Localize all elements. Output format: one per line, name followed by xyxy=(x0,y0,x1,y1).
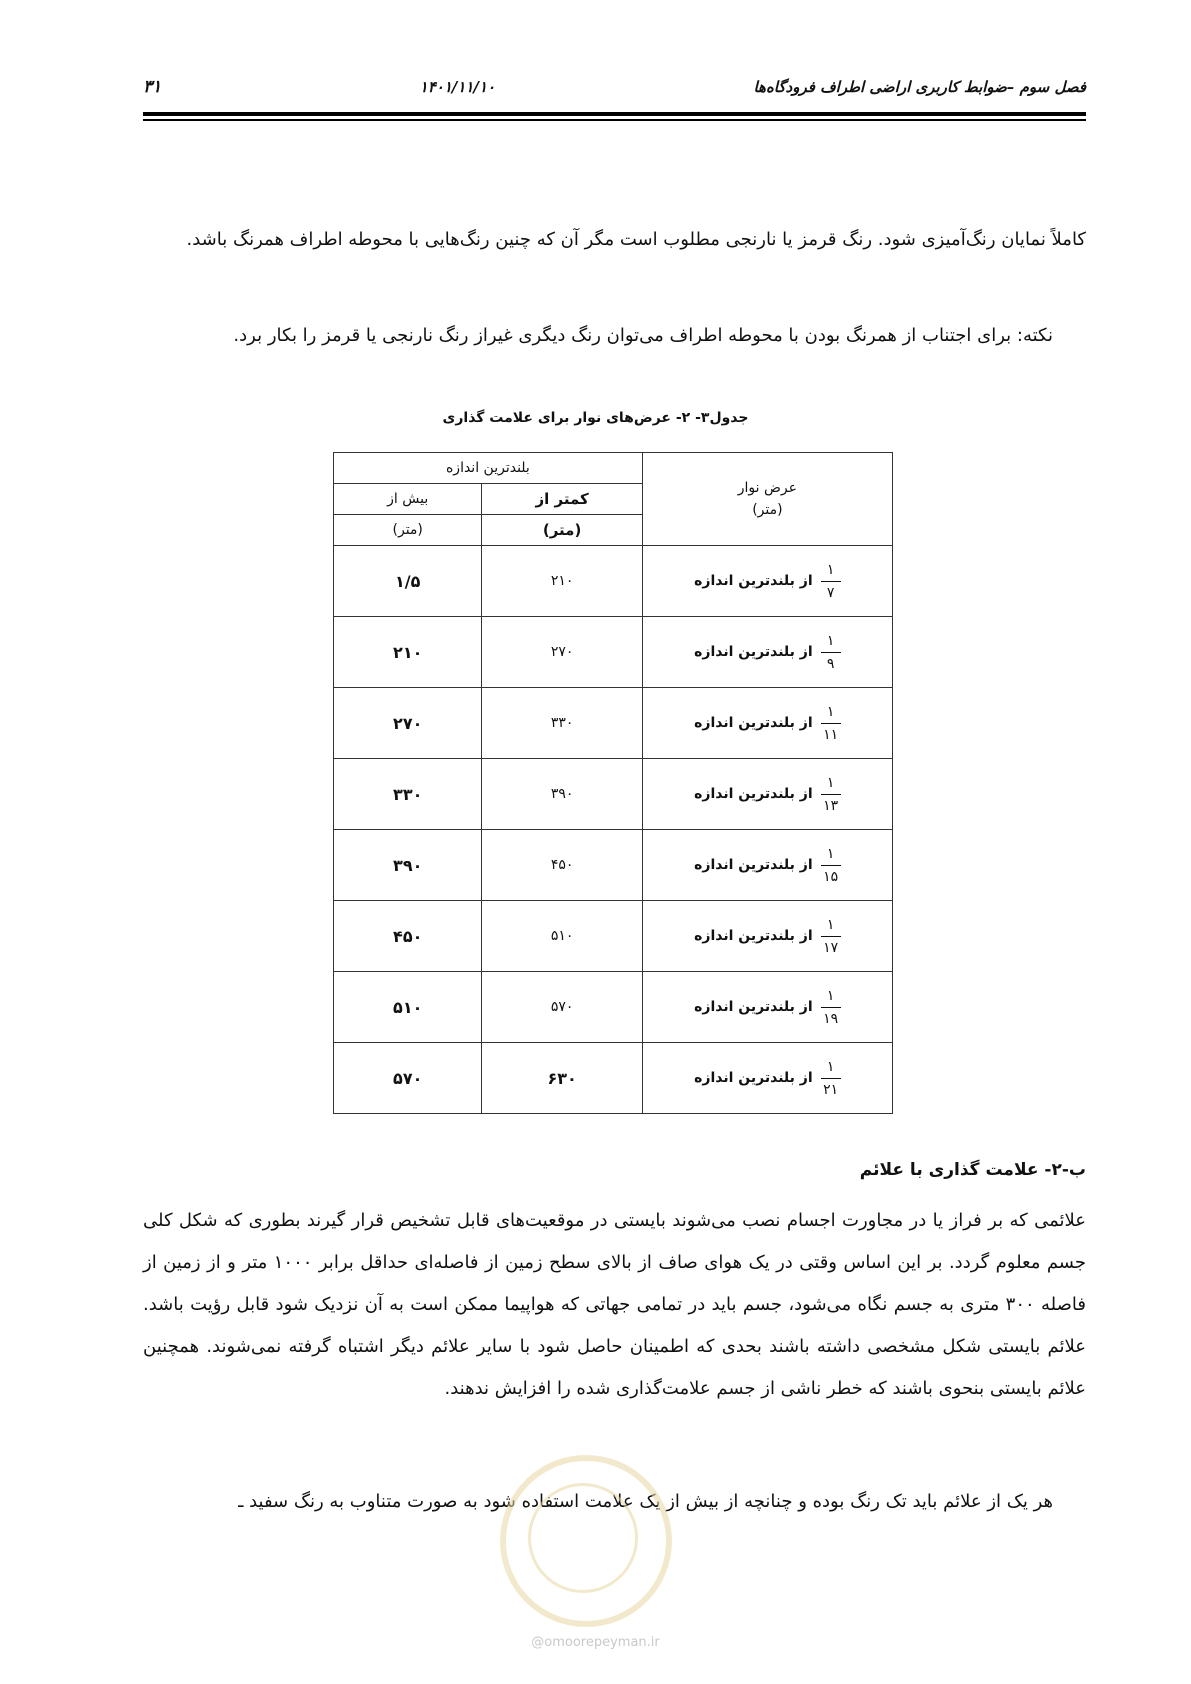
header-band-width xyxy=(642,453,892,546)
table-row xyxy=(334,1043,893,1114)
fraction-denominator: ۲۱ xyxy=(823,1081,839,1098)
band-width-text: از بلندترین اندازه xyxy=(694,928,813,944)
fraction xyxy=(821,1058,841,1099)
fraction-bar xyxy=(821,865,841,866)
header-unit-more: (متر) xyxy=(334,515,482,546)
cell-less-than: ۳۳۰ xyxy=(482,688,642,759)
intro-note: نکته: برای اجتناب از همرنگ بودن با محوطه اطراف می‌توان رنگ دیگری غیراز رنگ نارنجی یا قرمز را بکار برد. xyxy=(233,325,1053,346)
fraction-numerator: ۱ xyxy=(826,703,835,720)
cell-more-than: ۲۷۰ xyxy=(334,688,482,759)
fraction-numerator: ۱ xyxy=(826,774,835,791)
cell-more-than: ۵۱۰ xyxy=(334,972,482,1043)
fraction-denominator: ۱۷ xyxy=(823,939,839,956)
fraction-bar xyxy=(821,723,841,724)
fraction-bar xyxy=(821,581,841,582)
chapter-title: فصل سوم –ضوابط کاربری اراضی اطراف فرودگاه‌ها xyxy=(753,78,1086,96)
header-less-than: کمتر از xyxy=(482,484,642,515)
header-rule-thick xyxy=(143,112,1086,116)
fraction xyxy=(821,774,841,815)
header-unit-less: (متر) xyxy=(482,515,642,546)
table-row xyxy=(334,617,893,688)
fraction xyxy=(821,916,841,957)
cell-less-than: ۶۳۰ xyxy=(482,1043,642,1114)
band-width-text: از بلندترین اندازه xyxy=(694,715,813,731)
cell-less-than: ۲۱۰ xyxy=(482,546,642,617)
band-width-text: از بلندترین اندازه xyxy=(694,644,813,660)
cell-more-than: ۳۳۰ xyxy=(334,759,482,830)
fraction-denominator: ۱۹ xyxy=(823,1010,839,1027)
cell-more-than: ۱/۵ xyxy=(334,546,482,617)
header-rule-thin xyxy=(143,119,1086,121)
table-caption: جدول۳- ۲- عرض‌های نوار برای علامت گذاری xyxy=(442,410,749,426)
fraction-bar xyxy=(821,652,841,653)
cell-less-than: ۴۵۰ xyxy=(482,830,642,901)
fraction-denominator: ۷ xyxy=(826,584,835,601)
cell-band-width xyxy=(642,546,892,617)
fraction-numerator: ۱ xyxy=(826,845,835,862)
cell-band-width xyxy=(642,688,892,759)
fraction-denominator: ۱۳ xyxy=(823,797,839,814)
fraction-denominator: ۱۵ xyxy=(823,868,839,885)
fraction xyxy=(821,845,841,886)
fraction-bar xyxy=(821,1007,841,1008)
band-width-expression xyxy=(694,774,840,815)
band-width-expression xyxy=(694,561,840,602)
page-number: ۳۱ xyxy=(143,77,162,97)
band-width-text: از بلندترین اندازه xyxy=(694,999,813,1015)
band-width-expression xyxy=(694,916,840,957)
cell-more-than: ۵۷۰ xyxy=(334,1043,482,1114)
header-date: ۱۴۰۱/۱۱/۱۰ xyxy=(419,78,496,96)
cell-band-width xyxy=(642,1043,892,1114)
cell-less-than: ۳۹۰ xyxy=(482,759,642,830)
cell-band-width xyxy=(642,901,892,972)
band-width-expression xyxy=(694,703,840,744)
fraction-numerator: ۱ xyxy=(826,561,835,578)
table-row xyxy=(334,688,893,759)
band-width-table xyxy=(333,452,893,1114)
section-heading: ب-۲- علامت گذاری با علائم xyxy=(859,1160,1086,1180)
header-more-than: بیش از xyxy=(334,484,482,515)
cell-more-than: ۳۹۰ xyxy=(334,830,482,901)
fraction-denominator: ۱۱ xyxy=(823,726,839,743)
cell-band-width xyxy=(642,759,892,830)
fraction-bar xyxy=(821,1078,841,1079)
fraction-bar xyxy=(821,794,841,795)
cell-band-width xyxy=(642,972,892,1043)
watermark-url: @omoorepeyman.ir xyxy=(531,1635,660,1650)
cell-more-than: ۲۱۰ xyxy=(334,617,482,688)
watermark-seal xyxy=(500,1455,672,1627)
band-width-label: عرض نوار xyxy=(737,480,798,496)
band-width-expression xyxy=(694,845,840,886)
cell-band-width xyxy=(642,617,892,688)
fraction xyxy=(821,561,841,602)
cell-less-than: ۲۷۰ xyxy=(482,617,642,688)
band-width-expression xyxy=(694,632,840,673)
header-longest-dimension: بلندترین اندازه xyxy=(334,453,643,484)
table-row xyxy=(334,759,893,830)
fraction-numerator: ۱ xyxy=(826,632,835,649)
band-width-expression xyxy=(694,987,840,1028)
table-row xyxy=(334,972,893,1043)
band-width-text: از بلندترین اندازه xyxy=(694,1070,813,1086)
table-row xyxy=(334,830,893,901)
section-paragraph-2: هر یک از علائم باید تک رنگ بوده و چنانچه از بیش از یک علامت استفاده شود به صورت متناوب به رنگ سفید ـ xyxy=(238,1491,1053,1512)
fraction-bar xyxy=(821,936,841,937)
fraction xyxy=(821,987,841,1028)
table-row xyxy=(334,546,893,617)
table-row xyxy=(334,901,893,972)
cell-more-than: ۴۵۰ xyxy=(334,901,482,972)
fraction-numerator: ۱ xyxy=(826,916,835,933)
band-width-expression xyxy=(694,1058,840,1099)
band-width-unit: (متر) xyxy=(752,502,783,518)
fraction xyxy=(821,703,841,744)
page-header xyxy=(143,72,1086,102)
fraction-denominator: ۹ xyxy=(826,655,835,672)
fraction xyxy=(821,632,841,673)
band-width-text: از بلندترین اندازه xyxy=(694,786,813,802)
intro-paragraph: کاملاً نمایان رنگ‌آمیزی شود. رنگ قرمز یا نارنجی مطلوب است مگر آن که چنین رنگ‌هایی با محوطه اطراف همرنگ باشد. xyxy=(186,229,1086,250)
cell-less-than: ۵۱۰ xyxy=(482,901,642,972)
fraction-numerator: ۱ xyxy=(826,1058,835,1075)
cell-less-than: ۵۷۰ xyxy=(482,972,642,1043)
section-paragraph-1: علائمی که بر فراز یا در مجاورت اجسام نصب می‌شوند بایستی در موقعیت‌های قابل تشخیص قرار گیرند بطوری که شکل کلی جسم معلوم گردد. بر این اساس وقتی در یک هوای صاف از بالای سطح زمین از فاصله‌ای حداقل برابر ۱۰۰۰ متر و از زمین از فاصله ۳۰۰ متری به جسم نگاه می‌شود، جسم باید در تمامی جهاتی که هواپیما ممکن است به آن نزدیک شود قابل رؤیت باشد. علائم بایستی شکل مشخصی داشته باشند بحدی که اطمینان حاصل شود با سایر علائم دیگر اشتباه گرفته نمی‌شوند. همچنین علائم بایستی بنحوی باشند که خطر ناشی از جسم علامت‌گذاری شده را افزایش ندهند. xyxy=(143,1210,1086,1399)
band-width-text: از بلندترین اندازه xyxy=(694,857,813,873)
cell-band-width xyxy=(642,830,892,901)
fraction-numerator: ۱ xyxy=(826,987,835,1004)
band-width-text: از بلندترین اندازه xyxy=(694,573,813,589)
